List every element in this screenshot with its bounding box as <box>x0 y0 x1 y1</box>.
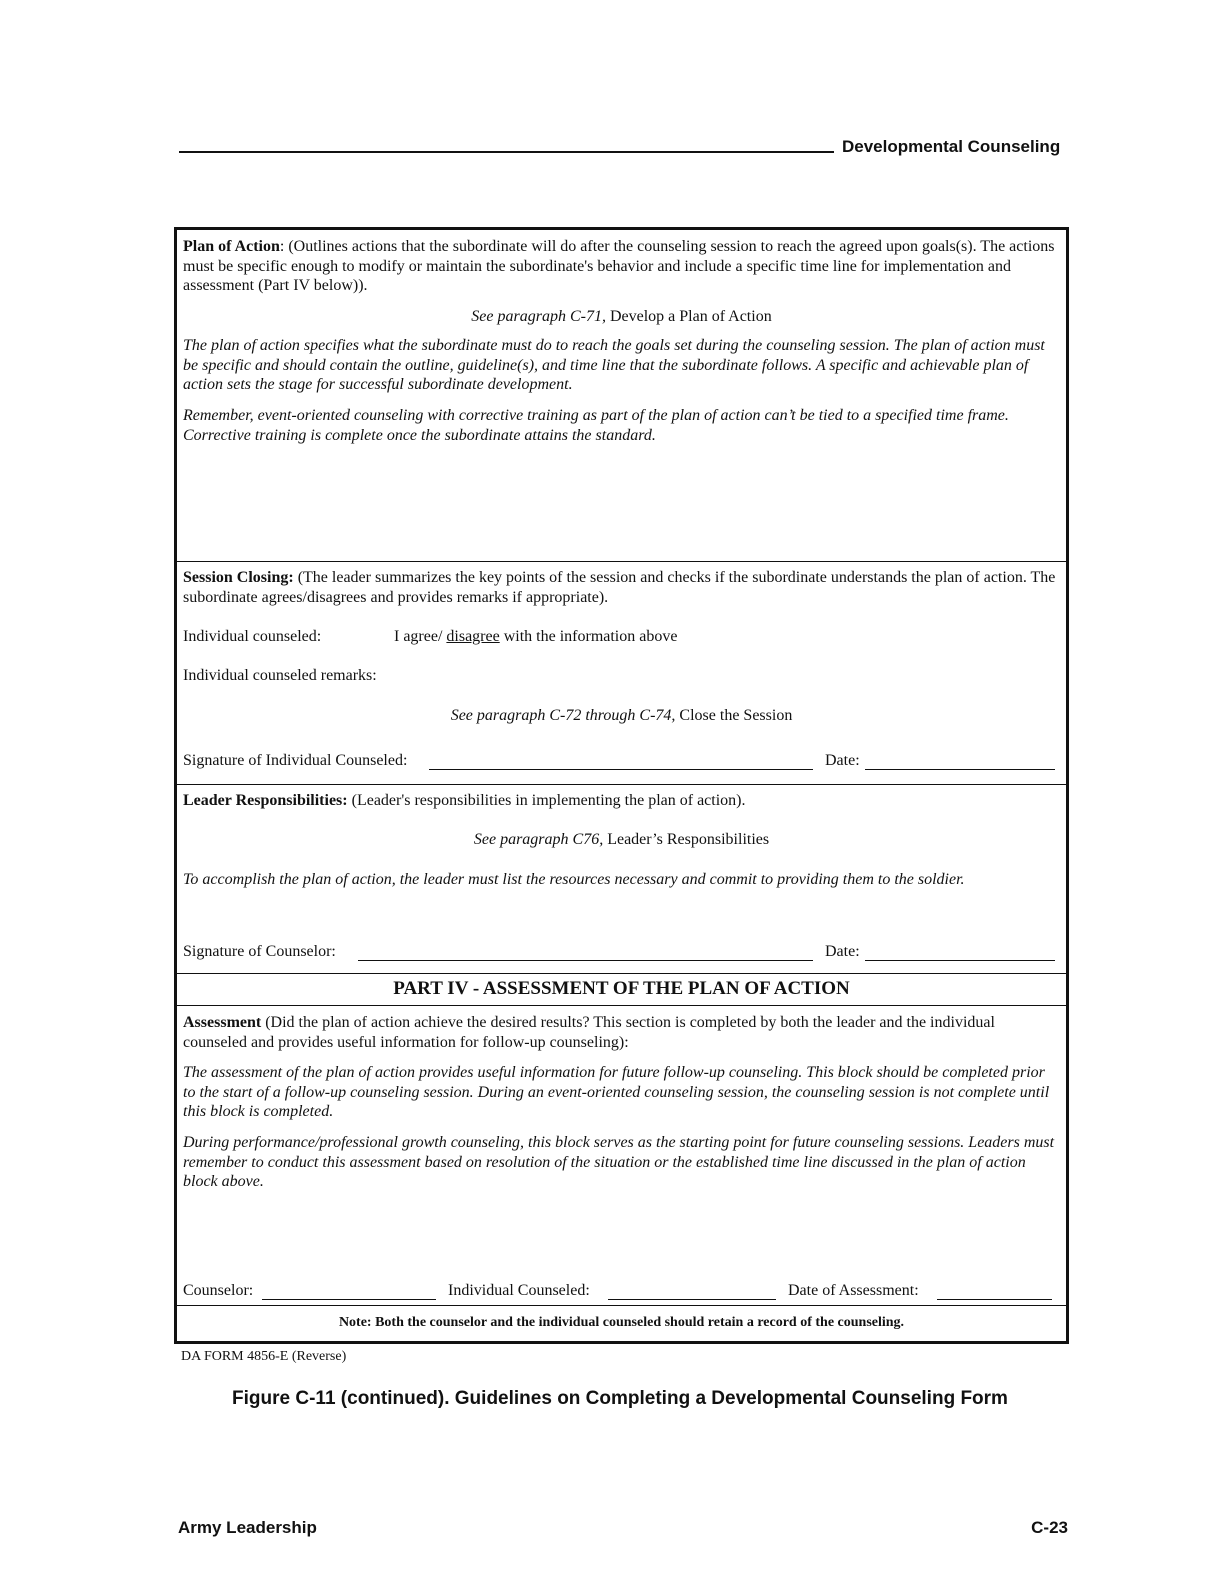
individual-counseled-label: Individual counseled: <box>183 628 322 645</box>
session-date-label: Date: <box>825 752 860 769</box>
assessment-counselor-field[interactable] <box>262 1299 436 1300</box>
leader-responsibilities-description: Leader Responsibilities: (Leader's responsibilities in implementing the plan of action). <box>183 792 746 809</box>
session-date-field[interactable] <box>865 769 1055 770</box>
signature-individual-field[interactable] <box>429 769 813 770</box>
assessment-guidance-2: During performance/professional growth counseling, this block serves as the starting point for future counseling sessions. Leaders must remember to conduct this assessment based on resolution of the situation or the established time line discussed in the plan of action block above. <box>183 1134 1055 1190</box>
plan-of-action-label: Plan of Action <box>183 238 280 255</box>
session-closing-description: Session Closing: (The leader summarizes the key points of the session and checks if the subordinate understands the plan of action. The subordinate agrees/disagrees and provides remarks if appropriate). <box>183 569 1056 606</box>
signature-individual-label: Signature of Individual Counseled: <box>183 752 408 769</box>
divider <box>177 561 1066 562</box>
retention-note: Note: Both the counselor and the individual counseled should retain a record of the counseling. <box>338 1315 905 1330</box>
counselor-date-label: Date: <box>825 943 860 960</box>
plan-of-action-guidance-2: Remember, event-oriented counseling with corrective training as part of the plan of action can’t be tied to a specified time frame. Corrective training is complete once the subordinate attains the standard. <box>183 407 1009 444</box>
plan-of-action-reference: See paragraph C-71, Develop a Plan of Action <box>471 308 772 325</box>
assessment-date-label: Date of Assessment: <box>788 1282 919 1299</box>
disagree-option[interactable]: disagree <box>446 628 500 645</box>
plan-of-action-guidance-1: The plan of action specifies what the subordinate must do to reach the goals set during the counseling session. The plan of action must be specific and should contain the outline, guideline(s), and time line that the subordinate follows. A specific and achievable plan of action sets the stage for successful subordinate development. <box>183 337 1045 393</box>
leader-responsibilities-label: Leader Responsibilities: <box>183 792 348 809</box>
assessment-individual-label: Individual Counseled: <box>448 1282 590 1299</box>
counseling-form-reverse <box>174 227 1069 1344</box>
divider <box>177 1005 1066 1006</box>
footer-publication-title: Army Leadership <box>178 1518 317 1537</box>
session-closing-reference: See paragraph C-72 through C-74, Close the Session <box>450 707 793 724</box>
individual-counseled-remarks-label: Individual counseled remarks: <box>183 667 377 684</box>
signature-counselor-field[interactable] <box>358 960 813 961</box>
assessment-description: Assessment (Did the plan of action achieve the desired results? This section is completed by both the leader and the individual counseled and provides useful information for follow-up counseling): <box>183 1014 995 1051</box>
counselor-date-field[interactable] <box>865 960 1055 961</box>
assessment-guidance-1: The assessment of the plan of action provides useful information for future follow-up counseling. This block should be completed prior to the start of a follow-up counseling session. During an event-oriented counseling session, the counseling session is not complete until this block is completed. <box>183 1064 1050 1120</box>
leader-responsibilities-reference: See paragraph C76, Leader’s Responsibilities <box>473 831 770 848</box>
signature-counselor-label: Signature of Counselor: <box>183 943 336 960</box>
figure-caption: Figure C-11 (continued). Guidelines on Completing a Developmental Counseling Form <box>232 1388 1008 1409</box>
header-rule <box>179 151 834 153</box>
leader-responsibilities-guidance: To accomplish the plan of action, the leader must list the resources necessary and commit to providing them to the soldier. <box>183 871 965 888</box>
session-closing-label: Session Closing: <box>183 569 294 586</box>
assessment-individual-field[interactable] <box>608 1299 776 1300</box>
assessment-date-field[interactable] <box>937 1299 1052 1300</box>
running-header-title: Developmental Counseling <box>842 137 1061 156</box>
divider <box>177 973 1066 974</box>
plan-of-action-description: Plan of Action: (Outlines actions that the subordinate will do after the counseling session to reach the agreed upon goals(s). The actions must be specific enough to modify or maintain the subordinate's behavior and include a specific time line for implementation and assessment (Part IV below)). <box>183 238 1055 294</box>
agree-disagree-statement[interactable]: I agree/ disagree with the information above <box>394 628 678 645</box>
assessment-counselor-label: Counselor: <box>183 1282 254 1299</box>
form-identifier: DA FORM 4856-E (Reverse) <box>181 1349 347 1364</box>
divider <box>177 784 1066 785</box>
footer-page-number: C-23 <box>1031 1518 1068 1537</box>
part-iv-title: PART IV - ASSESSMENT OF THE PLAN OF ACTION <box>393 978 850 999</box>
assessment-label: Assessment <box>183 1014 262 1031</box>
divider <box>177 1305 1066 1306</box>
